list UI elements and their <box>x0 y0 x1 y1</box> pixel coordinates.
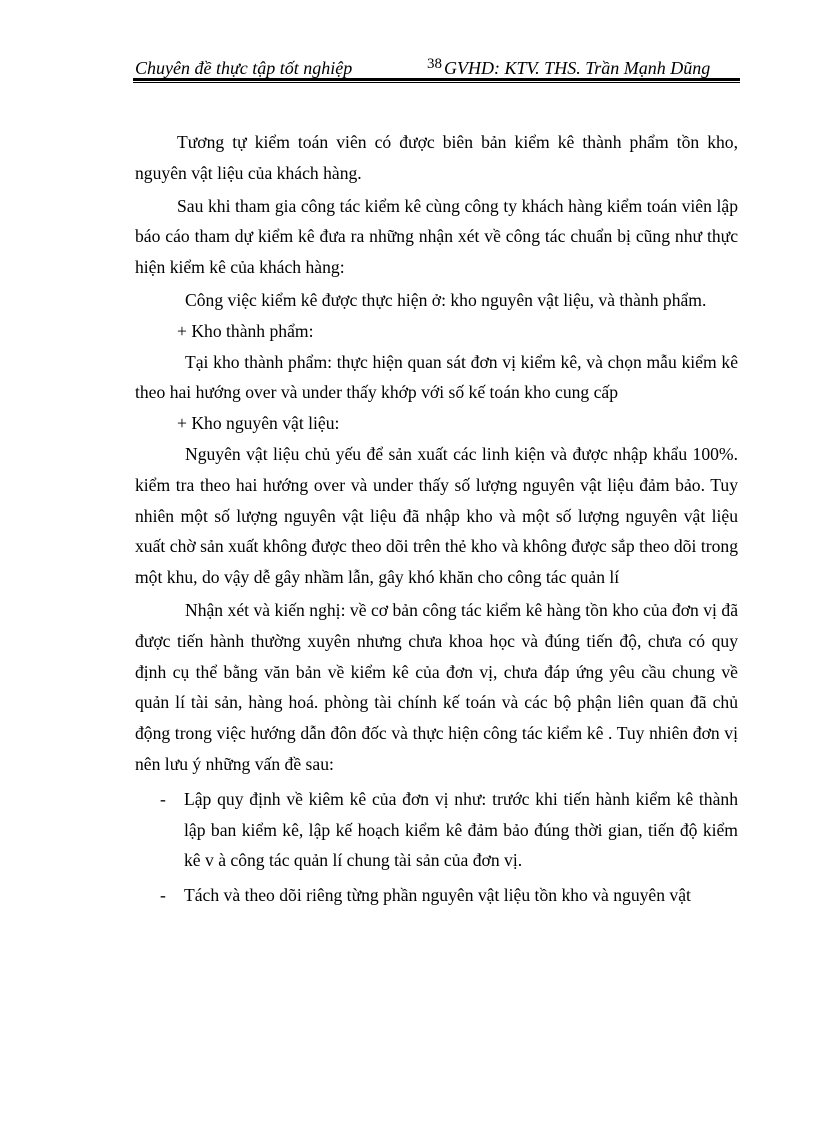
paragraph-3: Công việc kiểm kê được thực hiện ở: kho nguyên vật liệu, và thành phẩm. <box>185 289 707 310</box>
list-item <box>135 880 738 911</box>
document-body <box>135 127 738 911</box>
list-item <box>135 784 738 876</box>
list-item-text: Tách và theo dõi riêng từng phần nguyên vật liệu tồn kho và nguyên vật <box>184 885 691 906</box>
page-header <box>133 52 740 80</box>
paragraph-6: Nhận xét và kiến nghị: về cơ bản công tác kiểm kê hàng tồn kho của đơn vị đã được tiến hành thường xuyên nhưng chưa khoa học và đúng tiến độ, chưa có quy định cụ thể bằng văn bản về kiểm kê của đơn vị, chưa đáp ứng yêu cầu chung về quản lí tài sản, hàng hoá. phòng tài chính kế toán và các bộ phận liên quan đã chủ động trong việc hướng dẫn đôn đốc và thực hiện công tác kiểm kê . Tuy nhiên đơn vị nên lưu ý những vấn đề sau: <box>135 599 738 774</box>
heading-finished-goods: + Kho thành phẩm: <box>177 320 314 341</box>
paragraph-5: Nguyên vật liệu chủ yếu để sản xuất các linh kiện và được nhập khẩu 100%. kiểm tra theo hai hướng over và under thấy số lượng nguyên vật liệu đảm bảo. Tuy nhiên một số lượng nguyên vật liệu đã nhập kho và một số lượng nguyên vật liệu xuất chờ sản xuất không được theo dõi trên thẻ kho và không được sắp theo dõi trong một khu, do vậy dễ gây nhầm lẫn, gây khó khăn cho công tác quản lí <box>135 443 738 588</box>
heading-raw-materials: + Kho nguyên vật liệu: <box>177 413 340 434</box>
recommendation-list <box>135 784 738 911</box>
header-supervisor: GVHD: KTV. THS. Trần Mạnh Dũng <box>444 58 711 78</box>
list-item-text: Lập quy định về kiêm kê của đơn vị như: trước khi tiến hành kiểm kê thành lập ban kiểm kê, lập kế hoạch kiểm kê đảm bảo đúng thời gian, tiến độ kiểm kê v à công tác quản lí chung tài sản của đơn vị. <box>184 788 738 871</box>
paragraph-2: Sau khi tham gia công tác kiểm kê cùng công ty khách hàng kiểm toán viên lập báo cáo tham dự kiểm kê đưa ra những nhận xét về công tác chuẩn bị cũng như thực hiện kiểm kê của khách hàng: <box>135 195 738 278</box>
header-rule-thin <box>133 82 740 83</box>
page-number: 38 <box>427 56 442 72</box>
header-title: Chuyên đề thực tập tốt nghiệp <box>135 58 353 78</box>
paragraph-1: Tương tự kiểm toán viên có được biên bản kiểm kê thành phẩm tồn kho, nguyên vật liệu của khách hàng. <box>135 132 738 183</box>
bullet-dash: - <box>160 788 166 809</box>
header-rule-thick <box>133 78 740 81</box>
bullet-dash: - <box>160 885 166 906</box>
paragraph-4: Tại kho thành phẩm: thực hiện quan sát đơn vị kiểm kê, và chọn mẫu kiểm kê theo hai hướng over và under thấy khớp với số kế toán kho cung cấp <box>135 351 738 403</box>
